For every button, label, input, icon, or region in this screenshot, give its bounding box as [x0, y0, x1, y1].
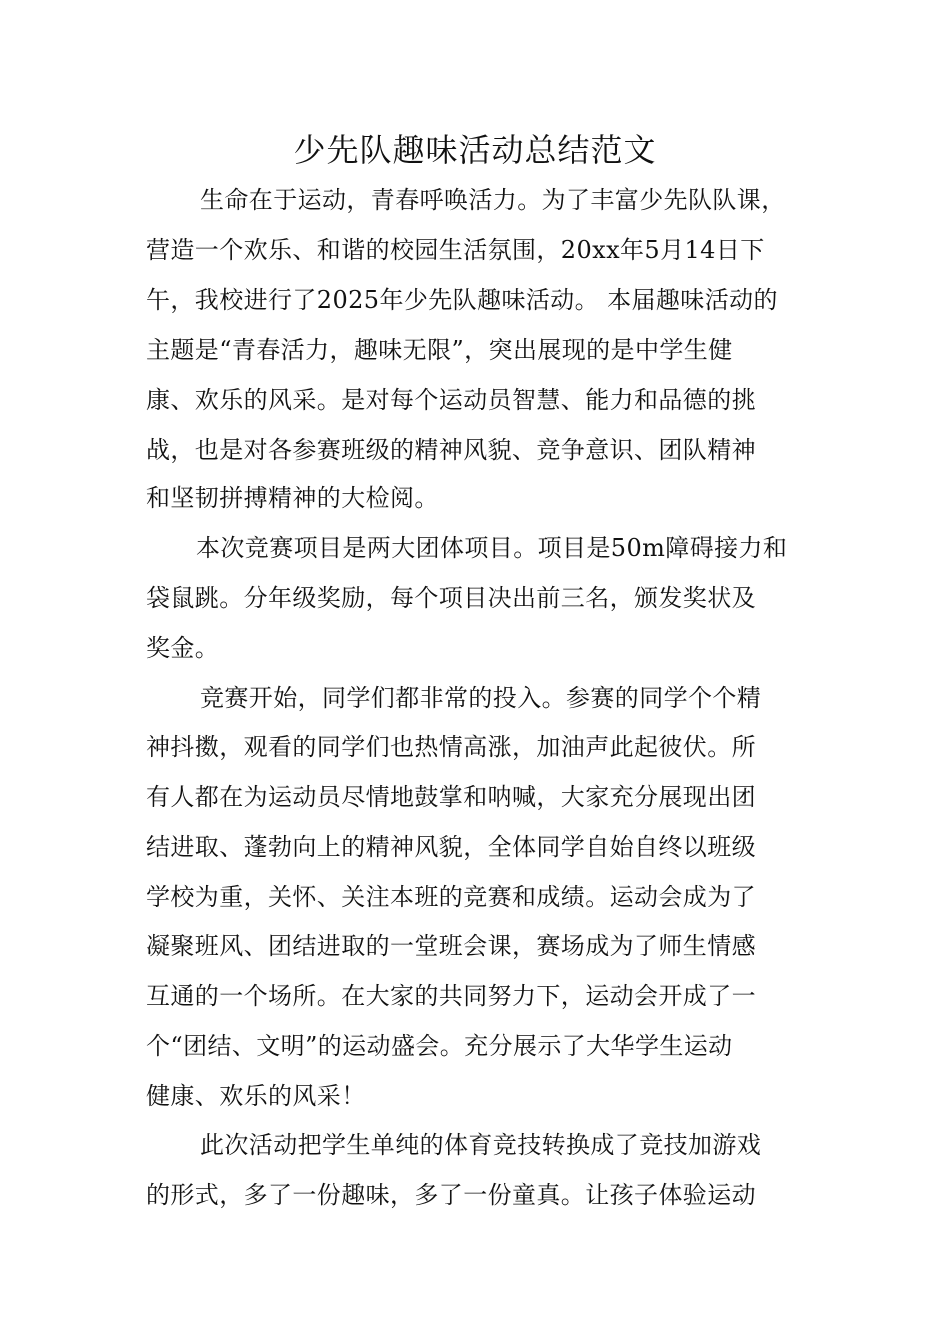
paragraph-2-line-2: 袋鼠跳。分年级奖励，每个项目决出前三名，颁发奖状及: [146, 584, 756, 612]
paragraph-3-line-3: 有人都在为运动员尽情地鼓掌和呐喊，大家充分展现出团: [146, 783, 756, 811]
paragraph-1-line-6: 战，也是对各参赛班级的精神风貌、竞争意识、团队精神: [146, 436, 756, 464]
paragraph-1-line-5: 康、欢乐的风采。是对每个运动员智慧、能力和品德的挑: [146, 386, 756, 414]
paragraph-1-line-1: 生命在于运动，青春呼唤活力。为了丰富少先队队课，: [200, 186, 786, 214]
paragraph-2-line-3: 奖金。: [146, 634, 220, 662]
paragraph-3-line-8: 个“团结、文明”的运动盛会。充分展示了大华学生运动: [146, 1032, 733, 1060]
paragraph-3-line-7: 互通的一个场所。在大家的共同努力下，运动会开成了一: [146, 982, 756, 1010]
paragraph-2-line-1: 本次竞赛项目是两大团体项目。项目是50m障碍接力和: [196, 534, 788, 562]
document-title: 少先队趣味活动总结范文: [293, 131, 657, 169]
paragraph-4-line-2: 的形式，多了一份趣味，多了一份童真。让孩子体验运动: [146, 1181, 756, 1209]
paragraph-1-line-3: 午，我校进行了2025年少先队趣味活动。 本届趣味活动的: [146, 286, 778, 314]
paragraph-3-line-4: 结进取、蓬勃向上的精神风貌，全体同学自始自终以班级: [146, 833, 756, 861]
paragraph-3-line-5: 学校为重，关怀、关注本班的竞赛和成绩。运动会成为了: [146, 883, 756, 911]
paragraph-3-line-1: 竞赛开始，同学们都非常的投入。参赛的同学个个精: [200, 684, 762, 712]
paragraph-1-line-2: 营造一个欢乐、和谐的校园生活氛围，20xx年5月14日下: [146, 236, 765, 264]
paragraph-3-line-6: 凝聚班风、团结进取的一堂班会课，赛场成为了师生情感: [146, 932, 756, 960]
paragraph-3-line-9: 健康、欢乐的风采！: [146, 1082, 366, 1110]
paragraph-1-line-4: 主题是“青春活力，趣味无限”，突出展现的是中学生健: [146, 336, 733, 364]
paragraph-3-line-2: 神抖擞，观看的同学们也热情高涨，加油声此起彼伏。所: [146, 733, 756, 761]
paragraph-4-line-1: 此次活动把学生单纯的体育竞技转换成了竞技加游戏: [200, 1131, 762, 1159]
paragraph-1-line-7: 和坚韧拼搏精神的大检阅。: [146, 484, 439, 512]
